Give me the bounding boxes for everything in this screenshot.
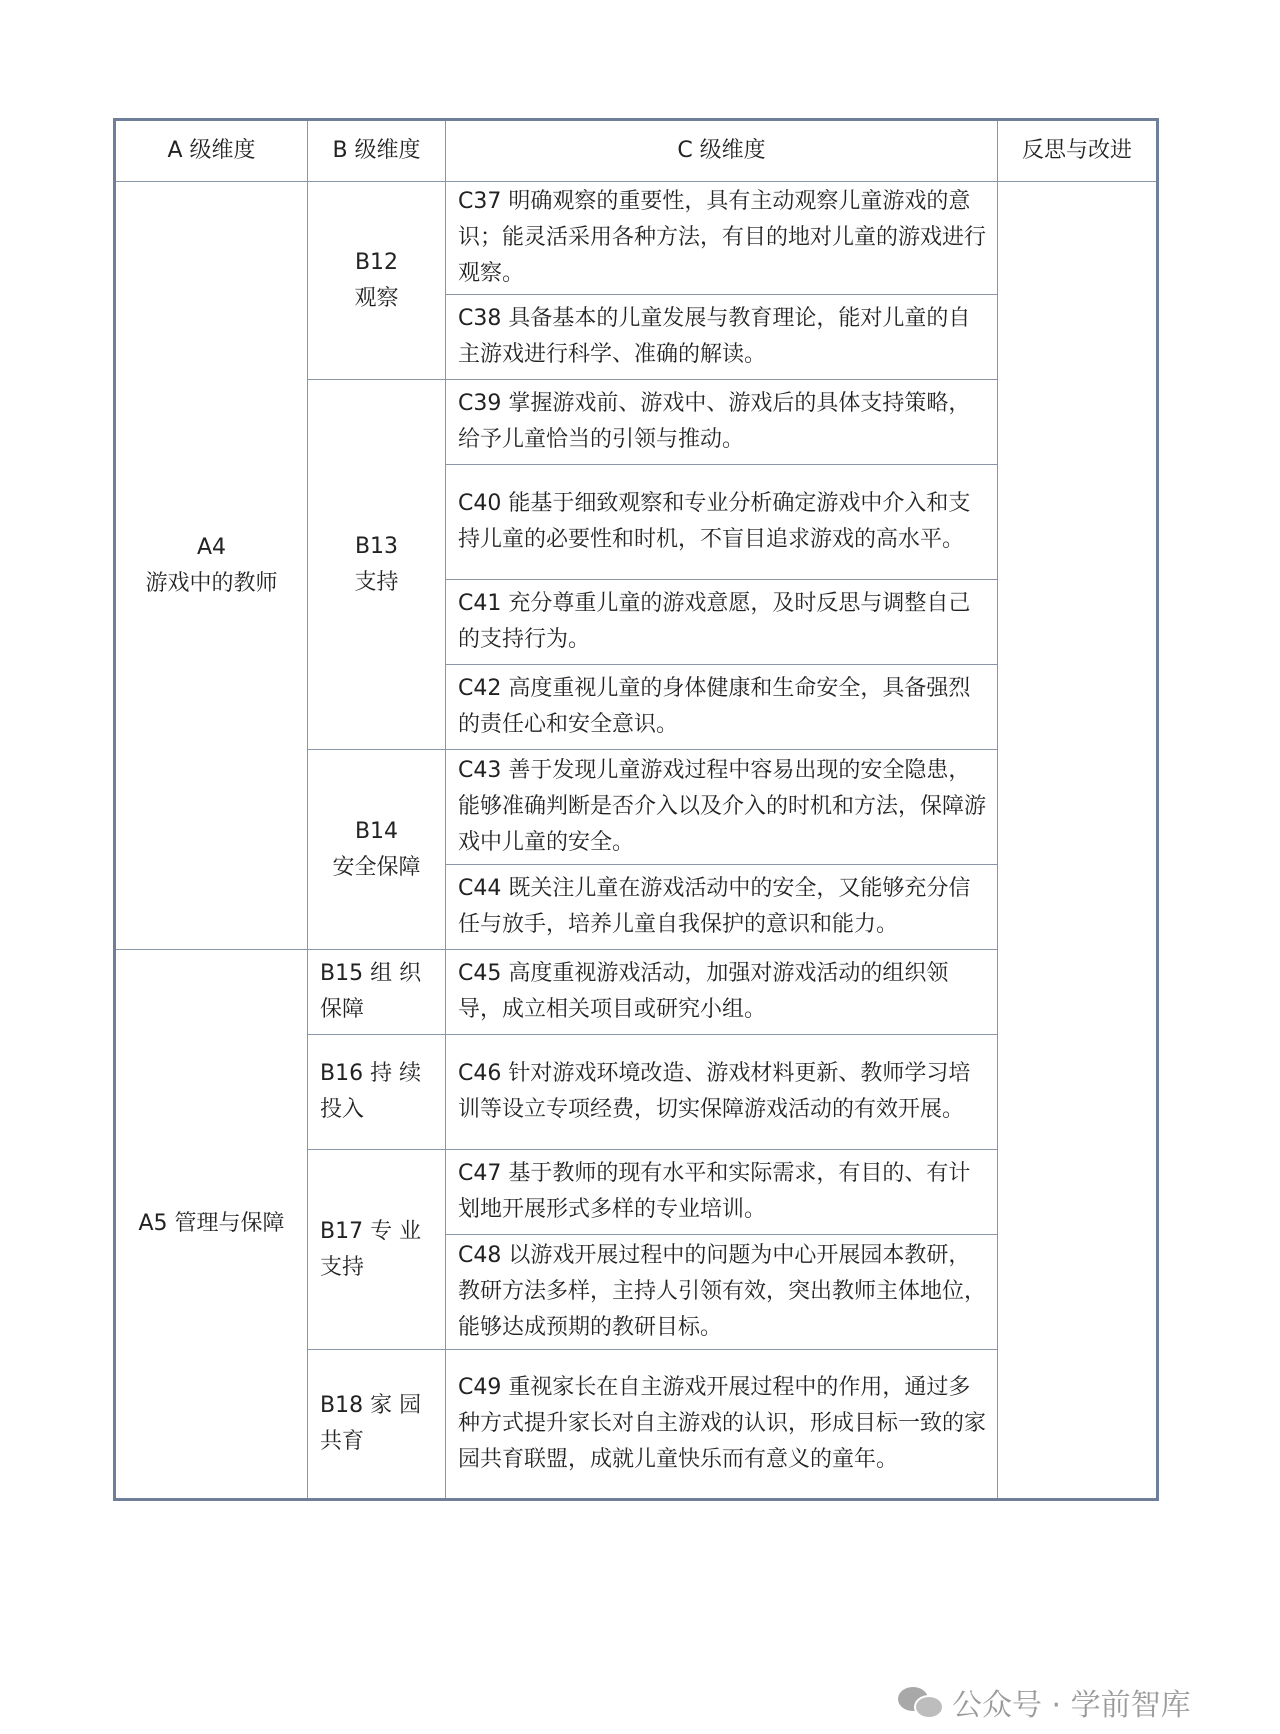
b12-cell (308, 182, 446, 380)
header-c-level: C 级维度 (446, 120, 998, 182)
wechat-icon (898, 1685, 942, 1719)
a4-name: 游戏中的教师 (145, 570, 278, 596)
b12-code: B12 (354, 249, 399, 275)
c38-cell: C38 具备基本的儿童发展与教育理论，能对儿童的自主游戏进行科学、准确的解读。 (446, 295, 998, 380)
b12-name: 观察 (354, 285, 399, 311)
b14-name: 安全保障 (332, 854, 421, 880)
c48-cell: C48 以游戏开展过程中的问题为中心开展园本教研，教研方法多样，主持人引领有效，突出教师主体地位，能够达成预期的教研目标。 (446, 1235, 998, 1350)
header-b-level: B 级维度 (308, 120, 446, 182)
c41-cell: C41 充分尊重儿童的游戏意愿，及时反思与调整自己的支持行为。 (446, 580, 998, 665)
b18-cell: B18 家 园 共育 (308, 1350, 446, 1500)
b16-cell: B16 持 续 投入 (308, 1035, 446, 1150)
a4-cell (115, 182, 308, 950)
table-row (115, 182, 1158, 295)
evaluation-table (113, 118, 1159, 1501)
b13-name: 支持 (354, 569, 399, 595)
c46-cell: C46 针对游戏环境改造、游戏材料更新、教师学习培训等设立专项经费，切实保障游戏活动的有效开展。 (446, 1035, 998, 1150)
b14-cell (308, 750, 446, 950)
reflection-cell (998, 182, 1158, 1500)
a5-cell: A5 管理与保障 (115, 950, 308, 1500)
b13-code: B13 (354, 533, 399, 559)
a4-code: A4 (196, 534, 227, 560)
c43-cell: C43 善于发现儿童游戏过程中容易出现的安全隐患，能够准确判断是否介入以及介入的时机和方法，保障游戏中儿童的安全。 (446, 750, 998, 865)
b13-cell (308, 380, 446, 750)
b15-cell: B15 组 织 保障 (308, 950, 446, 1035)
table-header-row (115, 120, 1158, 182)
c40-cell: C40 能基于细致观察和专业分析确定游戏中介入和支持儿童的必要性和时机，不盲目追求游戏的高水平。 (446, 465, 998, 580)
c47-cell: C47 基于教师的现有水平和实际需求，有目的、有计划地开展形式多样的专业培训。 (446, 1150, 998, 1235)
header-a-level: A 级维度 (115, 120, 308, 182)
watermark-text: 公众号 · 学前智库 (952, 1688, 1191, 1723)
b14-code: B14 (354, 818, 399, 844)
c42-cell: C42 高度重视儿童的身体健康和生命安全，具备强烈的责任心和安全意识。 (446, 665, 998, 750)
header-reflection: 反思与改进 (998, 120, 1158, 182)
watermark (898, 1682, 1191, 1722)
c39-cell: C39 掌握游戏前、游戏中、游戏后的具体支持策略，给予儿童恰当的引领与推动。 (446, 380, 998, 465)
b17-cell: B17 专 业 支持 (308, 1150, 446, 1350)
c37-cell: C37 明确观察的重要性，具有主动观察儿童游戏的意识；能灵活采用各种方法，有目的地对儿童的游戏进行观察。 (446, 182, 998, 295)
c45-cell: C45 高度重视游戏活动，加强对游戏活动的组织领导，成立相关项目或研究小组。 (446, 950, 998, 1035)
c44-cell: C44 既关注儿童在游戏活动中的安全，又能够充分信任与放手，培养儿童自我保护的意识和能力。 (446, 865, 998, 950)
c49-cell: C49 重视家长在自主游戏开展过程中的作用，通过多种方式提升家长对自主游戏的认识，形成目标一致的家园共育联盟，成就儿童快乐而有意义的童年。 (446, 1350, 998, 1500)
